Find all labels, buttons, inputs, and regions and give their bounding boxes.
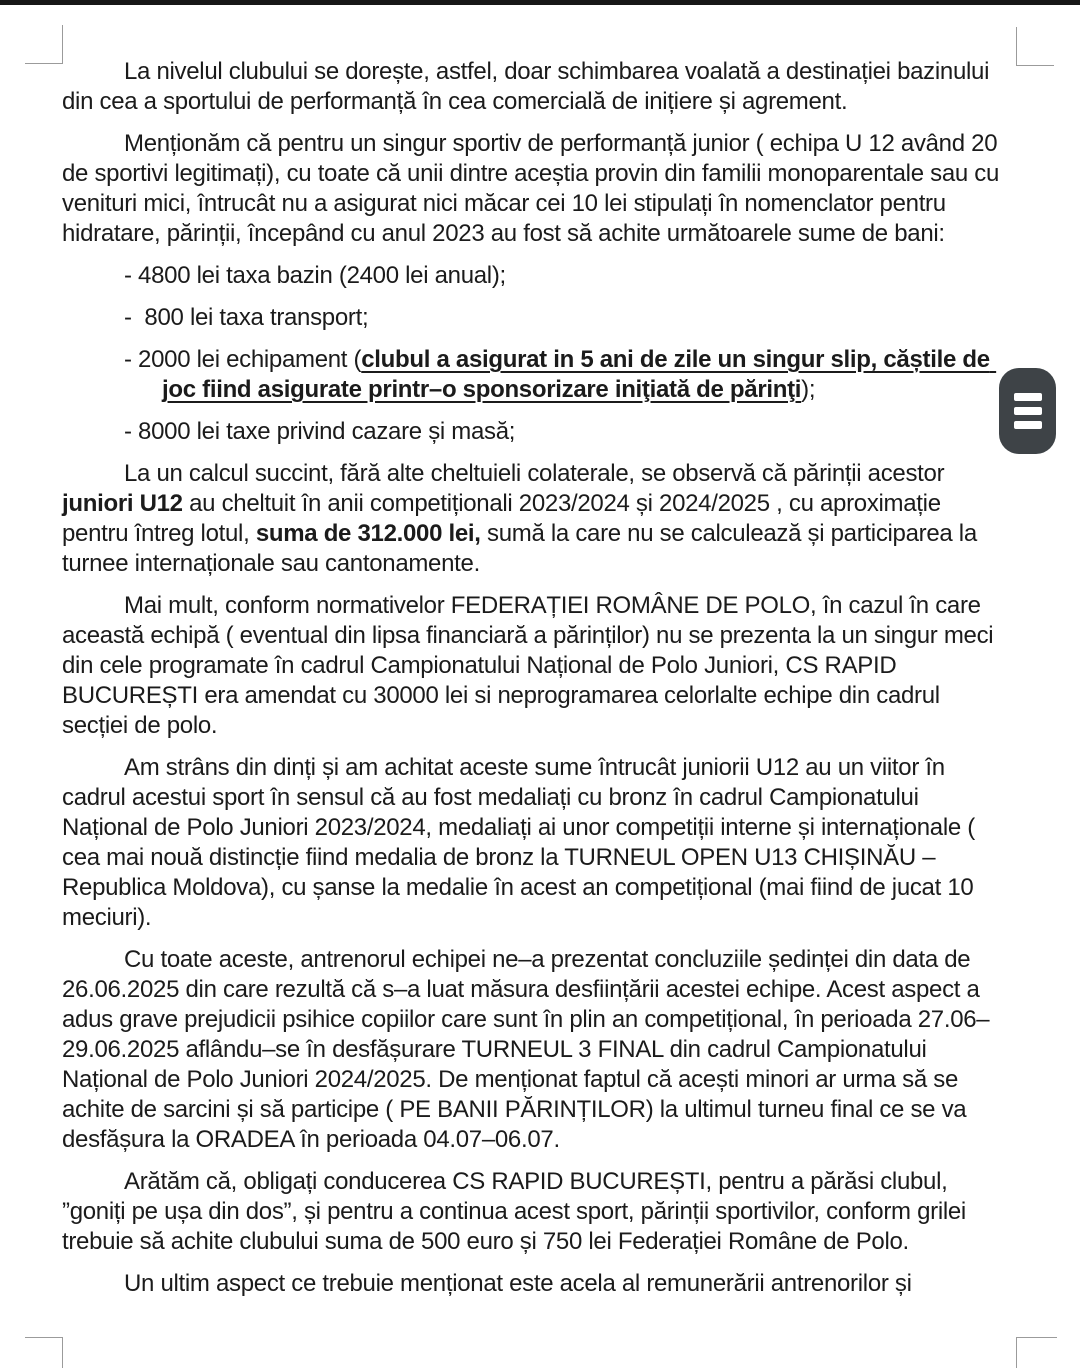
hamburger-menu-icon: [1014, 393, 1042, 429]
hamburger-bar: [1014, 407, 1042, 415]
text-run: Arătăm că, obligați conducerea CS RAPID BUCUREȘTI, pentru a părăsi clubul, ”goniți pe ușa din dos”, și pentru a continua acest sport, părinții sportivilor, conform grilei trebuie să achite clubului suma de 500 euro și 750 lei Federației Române de Polo.: [62, 1168, 966, 1255]
hamburger-bar: [1014, 421, 1042, 429]
text-run: Mai mult, conform normativelor FEDERAȚIEI ROMÂNE DE POLO, în cazul în care această echipă ( eventual din lipsa financiară a părinților) nu se prezenta la un singur meci din cele programate în cadrul Campionatului Național de Polo Juniori, CS RAPID BUCUREȘTI era amendat cu 30000 lei si neprogramarea celorlalte echipe din cadrul secției de polo.: [62, 592, 994, 739]
text-run: - 800 lei taxa transport;: [124, 304, 369, 331]
paragraph: [62, 57, 1010, 117]
bullet-item: [124, 417, 1010, 447]
bullet-item: [124, 303, 1010, 333]
text-run: La nivelul clubului se dorește, astfel, doar schimbarea voalată a destinației bazinului din cea a sportului de performanță în cea comercială de inițiere și agrement.: [62, 58, 990, 115]
hamburger-bar: [1014, 393, 1042, 401]
bullet-item: [124, 261, 1010, 291]
paragraph: [62, 753, 1010, 933]
text-run: au cheltuit în anii competiționali 2023/2024 și 2024/2025 , cu aproximație pentru întreg lotul,: [62, 490, 941, 547]
text-run: suma de 312.000 lei,: [255, 520, 481, 547]
text-boundary-mark-bottom-right: [1016, 1337, 1057, 1368]
paragraph: [62, 1167, 1010, 1257]
text-run: - 2000 lei echipament (: [124, 346, 362, 373]
text-boundary-mark-top-left: [25, 25, 63, 64]
document-body: [62, 57, 1010, 1299]
text-run: juniori U12: [62, 490, 183, 517]
text-run: clubul a asigurat in 5 ani de zile un singur slip, căștile de joc fiind asigurate printr–o sponsorizare iniţiată de părinţi: [162, 346, 997, 403]
paragraph: [62, 459, 1010, 579]
text-boundary-mark-bottom-left: [25, 1337, 63, 1368]
top-edge-bar: [0, 0, 1080, 5]
text-run: Am strâns din dinți și am achitat aceste sume întrucât juniorii U12 au un viitor în cadrul acestui sport în sensul că au fost medaliați cu bronz în cadrul Campionatului Național de Polo Juniori 2023/2024, medaliați ai unor competiții interne și internaționale ( cea mai nouă distincție fiind medalia de bronz la TURNEUL OPEN U13 CHIȘINĂU – Republica Moldova), cu șanse la medalie în acest an competițional (mai fiind de jucat 10 meciuri).: [62, 754, 975, 931]
floating-menu-button[interactable]: [999, 368, 1056, 454]
paragraph: [62, 591, 1010, 741]
paragraph: [62, 1269, 1010, 1299]
text-run: - 8000 lei taxe privind cazare și masă;: [124, 418, 516, 445]
text-run: La un calcul succint, fără alte cheltuieli colaterale, se observă că părinții acestor: [124, 460, 945, 487]
text-run: Un ultim aspect ce trebuie menționat este acela al remunerării antrenorilor și: [124, 1270, 912, 1297]
text-run: sumă la care nu se calculează și participarea la turnee internaționale sau cantonamente.: [62, 520, 977, 577]
paragraph: [62, 945, 1010, 1155]
text-run: Cu toate aceste, antrenorul echipei ne–a prezentat concluziile ședinței din data de 26.06.2025 din care rezultă că s–a luat măsura desființării acestei echipe. Acest aspect a adus grave prejudicii psihice copiilor care sunt în plin an competițional, în perioada 27.06–29.06.2025 aflându–se în desfășurare TURNEUL 3 FINAL din cadrul Campionatului Național de Polo Juniori 2024/2025. De menționat faptul că acești minori ar urma să se achite de sarcini și să participe ( PE BANII PĂRINȚILOR) la ultimul turneu final ce se va desfășura la ORADEA în perioada 04.07–06.07.: [62, 946, 990, 1153]
paragraph: [62, 129, 1010, 249]
text-run: );: [801, 376, 816, 403]
bullet-item: [124, 345, 1010, 405]
text-run: - 4800 lei taxa bazin (2400 lei anual);: [124, 262, 506, 289]
text-run: Menționăm că pentru un singur sportiv de performanță junior ( echipa U 12 având 20 de sportivi legitimați), cu toate că unii dintre aceștia provin din familii monoparentale sau cu venituri mici, întrucât nu a asigurat nici măcar cei 10 lei stipulați în nomenclator pentru hidratare, părinții, începând cu anul 2023 au fost să achite următoarele sume de bani:: [62, 130, 1000, 247]
text-boundary-mark-top-right: [1016, 27, 1054, 66]
